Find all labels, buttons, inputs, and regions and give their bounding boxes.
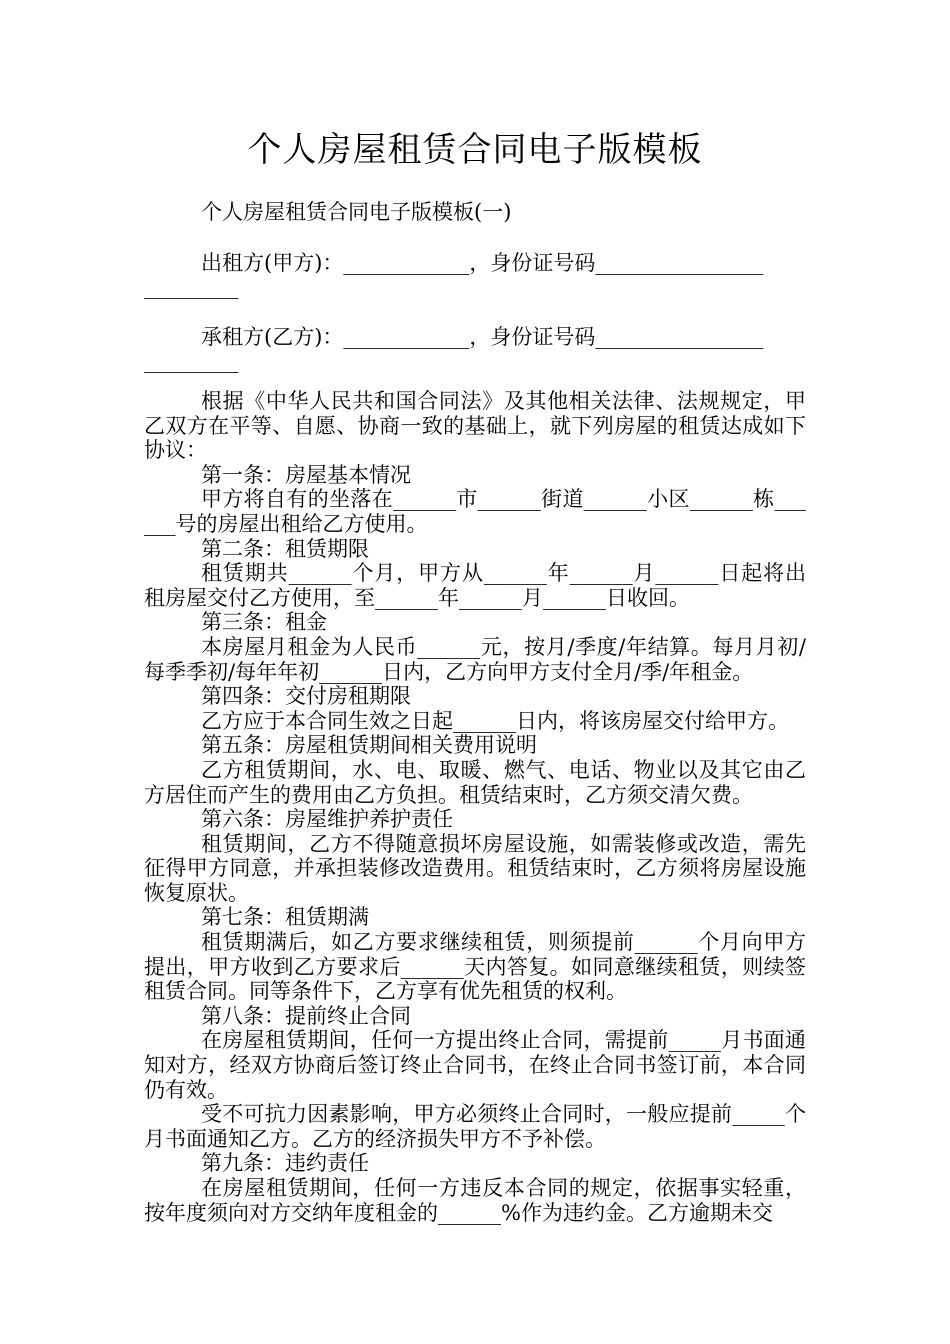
party-a-tail: _________ <box>144 275 239 299</box>
paragraph: 根据《中华人民共和国合同法》及其他相关法律、法规规定，甲乙双方在平等、自愿、协商一致的基础上，就下列房屋的租赁达成如下协议： <box>144 389 806 463</box>
clause-heading: 第一条：房屋基本情况 <box>201 462 411 487</box>
paragraph: 租赁期满后，如乙方要求继续租赁，则须提前______个月向甲方提出，甲方收到乙方要求后______天内答复。如同意继续租赁，则续签租赁合同。同等条件下，乙方享有优先租赁的权利。 <box>144 930 806 1004</box>
party-b-text: 承租方(乙方)：____________，身份证号码________________ <box>201 325 764 349</box>
paragraph: 乙方应于本合同生效之日起______日内，将该房屋交付给甲方。 <box>201 708 789 733</box>
paragraph: 租赁期共______个月，甲方从______年______月______日起将出租房屋交付乙方使用，至______年______月______日收回。 <box>144 561 806 610</box>
paragraph: 在房屋租赁期间，任何一方违反本合同的规定，依据事实轻重，按年度须向对方交纳年度租金的______%作为违约金。乙方逾期未交 <box>144 1176 806 1225</box>
clause-heading: 第八条：提前终止合同 <box>201 1003 411 1028</box>
paragraph: 乙方租赁期间，水、电、取暖、燃气、电话、物业以及其它由乙方居住而产生的费用由乙方负担。租赁结束时，乙方须交清欠费。 <box>144 757 806 807</box>
party-b-line <box>144 325 806 373</box>
document-subtitle: 个人房屋租赁合同电子版模板(一) <box>201 200 512 224</box>
party-b-tail: _________ <box>144 349 239 373</box>
clause-heading: 第六条：房屋维护养护责任 <box>201 807 453 832</box>
document-title: 个人房屋租赁合同电子版模板 <box>247 130 703 170</box>
party-a-text: 出租方(甲方)：____________，身份证号码________________ <box>201 251 764 275</box>
paragraph: 租赁期间，乙方不得随意损坏房屋设施，如需装修或改造，需先征得甲方同意，并承担装修改造费用。租赁结束时，乙方须将房屋设施恢复原状。 <box>144 831 806 905</box>
clause-heading: 第二条：租赁期限 <box>201 536 369 561</box>
clause-heading: 第四条：交付房租期限 <box>201 684 411 709</box>
party-a-line <box>144 251 806 299</box>
clause-heading: 第五条：房屋租赁期间相关费用说明 <box>201 733 537 758</box>
paragraph: 在房屋租赁期间，任何一方提出终止合同，需提前_____月书面通知对方，经双方协商后签订终止合同书，在终止合同书签订前，本合同仍有效。 <box>144 1028 806 1102</box>
clause-heading: 第九条：违约责任 <box>201 1151 369 1176</box>
clause-heading: 第七条：租赁期满 <box>201 905 369 930</box>
paragraph: 甲方将自有的坐落在______市______街道______小区______栋______号的房屋出租给乙方使用。 <box>144 487 806 536</box>
clause-heading: 第三条：租金 <box>201 610 327 635</box>
paragraph: 受不可抗力因素影响，甲方必须终止合同时，一般应提前_____个月书面通知乙方。乙方的经济损失甲方不予补偿。 <box>144 1102 806 1151</box>
paragraph: 本房屋月租金为人民币______元，按月/季度/年结算。每月月初/每季季初/每年年初______日内，乙方向甲方支付全月/季/年租金。 <box>144 634 806 684</box>
contract-body <box>144 389 806 1225</box>
